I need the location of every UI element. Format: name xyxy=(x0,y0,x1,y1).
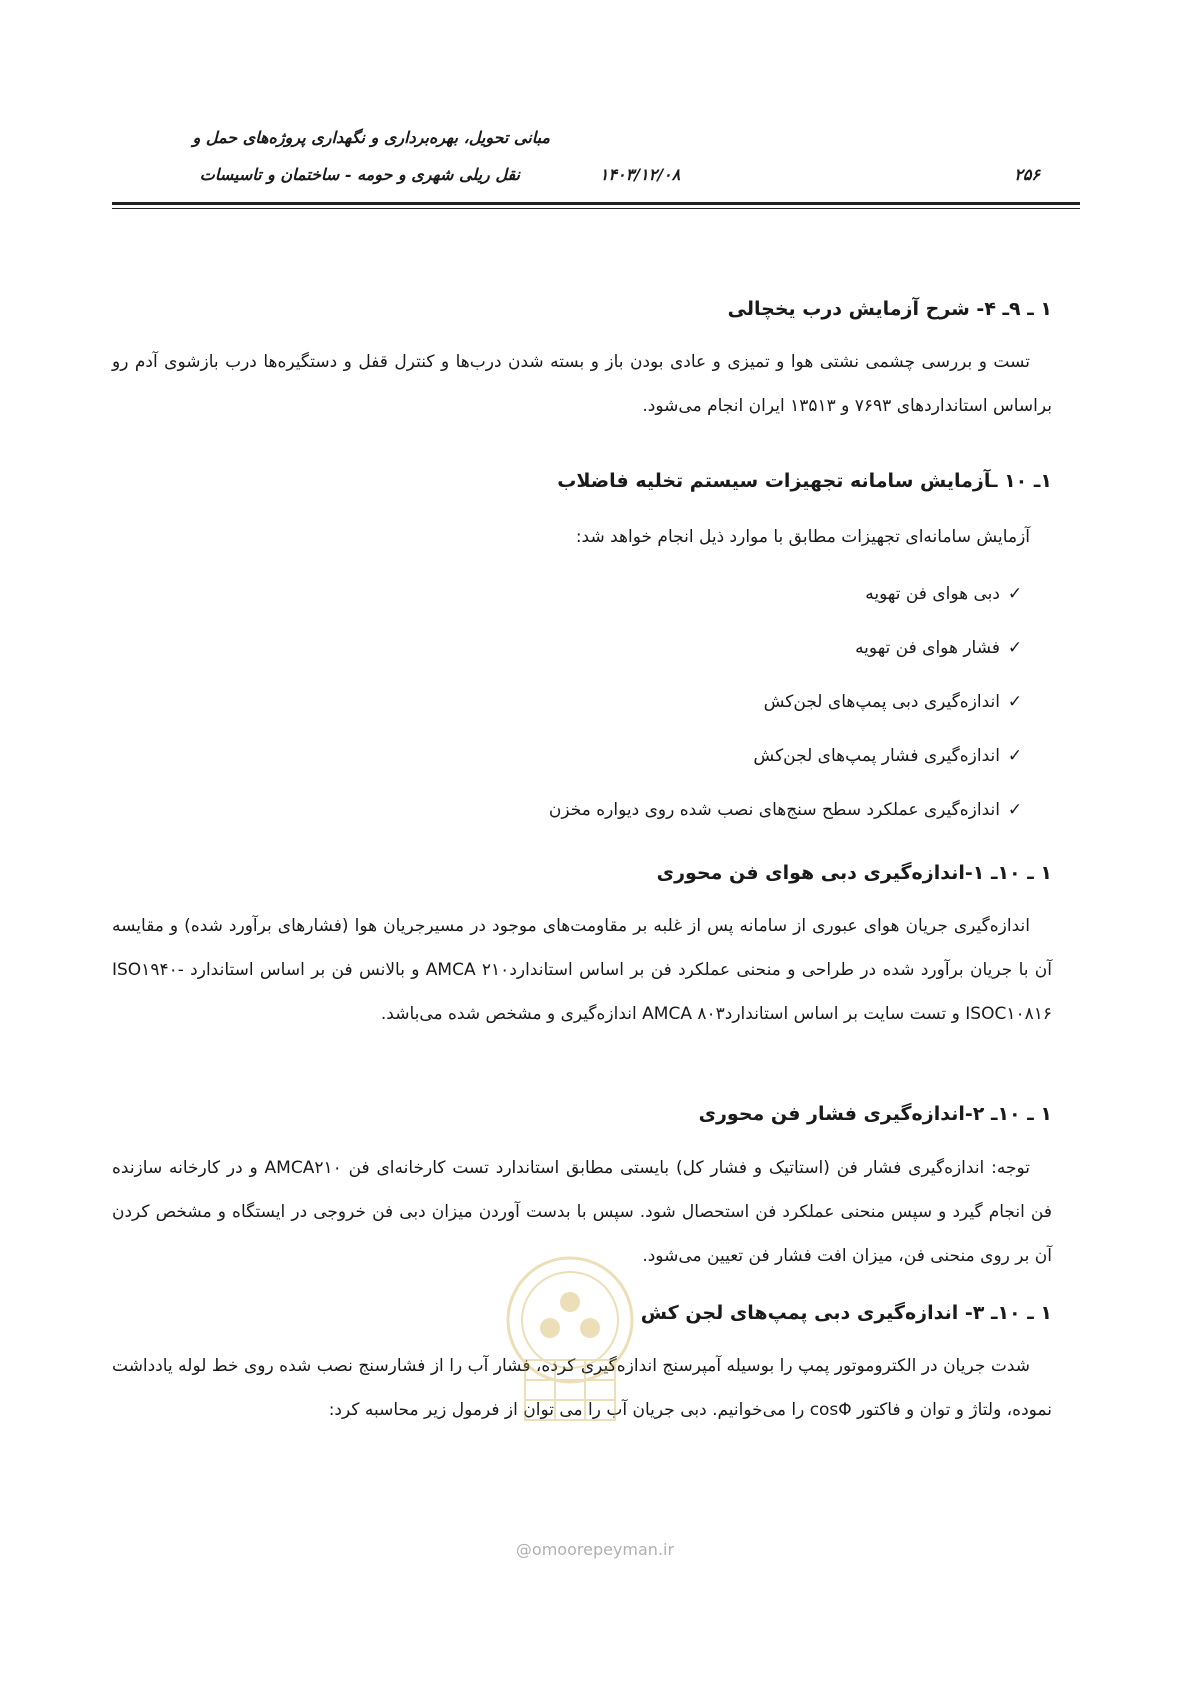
section-heading-fan-pressure: ۱ ـ ۱۰ـ ۲-اندازه‌گیری فشار فن محوری xyxy=(698,1103,1052,1125)
watermark-site: @omoorepeyman.ir xyxy=(515,1540,675,1559)
section-paragraph-fan-airflow: اندازه‌گیری جریان هوای عبوری از سامانه پس از غلبه بر مقاومت‌های موجود در مسیرجریان هوا (فشارهای برآورد شده) و مقایسه آن با جریان برآورد شده در طراحی و منحنی عملکرد فن بر اساس استاندارد۲۱۰ AMCA و بالانس فن بر اساس استاندارد ISO۱۹۴۰-ISOC۱۰۸۱۶ و تست سایت بر اساس استاندارد۸۰۳ AMCA اندازه‌گیری و مشخص شده می‌باشد. xyxy=(112,916,1053,1024)
page-number: ۲۵۶ xyxy=(1014,165,1040,184)
checkmark-icon: ✓ xyxy=(1007,746,1023,766)
checkmark-icon: ✓ xyxy=(1007,800,1023,820)
header-rule-thick xyxy=(112,202,1080,205)
checklist xyxy=(400,567,1030,837)
header-title-line1: مبانی تحویل، بهره‌برداری و نگهداری پروژه‌های حمل و xyxy=(192,128,550,147)
checkmark-icon: ✓ xyxy=(1007,638,1023,658)
section-paragraph-door-test: تست و بررسی چشمی نشتی هوا و تمیزی و عادی بودن باز و بسته شدن درب‌ها و کنترل قفل و دستگیره‌ها درب بازشوی آدم رو براساس استانداردهای ۷۶۹۳ و ۱۳۵۱۳ ایران انجام می‌شود. xyxy=(112,352,1052,416)
checklist-item: ✓اندازه‌گیری دبی پمپ‌های لجن‌کش xyxy=(400,675,1030,729)
checkmark-icon: ✓ xyxy=(1007,584,1023,604)
section-paragraph-pump-flow: شدت جریان در الکتروموتور پمپ را بوسیله آمپرسنج اندازه‌گیری کرده، فشار آب را از فشارسنج نصب شده روی خط لوله یادداشت نموده، ولتاژ و توان و فاکتور cosΦ را می‌خوانیم. دبی جریان آب را می توان از فرمول زیر محاسبه کرد: xyxy=(112,1356,1052,1420)
checklist-item: ✓دبی هوای فن تهویه xyxy=(400,567,1030,621)
section-heading-fan-airflow: ۱ ـ ۱۰ـ ۱-اندازه‌گیری دبی هوای فن محوری xyxy=(656,862,1052,884)
watermark-logo xyxy=(495,1250,645,1440)
section-heading-door-test: ۱ ـ ۹ـ ۴- شرح آزمایش درب یخچالی xyxy=(727,298,1052,320)
checklist-item: ✓فشار هوای فن تهویه xyxy=(400,621,1030,675)
header-title-line2: نقل ریلی شهری و حومه - ساختمان و تاسیسات xyxy=(199,165,520,184)
section-heading-sewage-system: ۱ـ ۱۰ ـآزمایش سامانه تجهیزات سیستم تخلیه فاضلاب xyxy=(557,470,1052,492)
checklist-item: ✓اندازه‌گیری عملکرد سطح سنج‌های نصب شده روی دیواره مخزن xyxy=(400,783,1030,837)
checklist-item: ✓اندازه‌گیری فشار پمپ‌های لجن‌کش xyxy=(400,729,1030,783)
checkmark-icon: ✓ xyxy=(1007,692,1023,712)
header-rule-thin xyxy=(112,208,1080,209)
section-intro-sewage-system: آزمایش سامانه‌ای تجهیزات مطابق با موارد ذیل انجام خواهد شد: xyxy=(575,527,1030,547)
section-paragraph-fan-pressure: توجه: اندازه‌گیری فشار فن (استاتیک و فشار کل) بایستی مطابق استاندارد تست کارخانه‌ای فن AMCA۲۱۰ و در کارخانه سازنده فن انجام گیرد و سپس منحنی عملکرد فن استحصال شود. سپس با بدست آوردن میزان دبی فن خروجی در ایستگاه و مشخص کردن آن بر روی منحنی فن، میزان افت فشار فن تعیین می‌شود. xyxy=(112,1158,1052,1266)
section-heading-pump-flow: ۱ ـ ۱۰ـ ۳- اندازه‌گیری دبی پمپ‌های لجن کش xyxy=(640,1302,1052,1324)
header-date: ۱۴۰۳/۱۲/۰۸ xyxy=(599,165,681,184)
